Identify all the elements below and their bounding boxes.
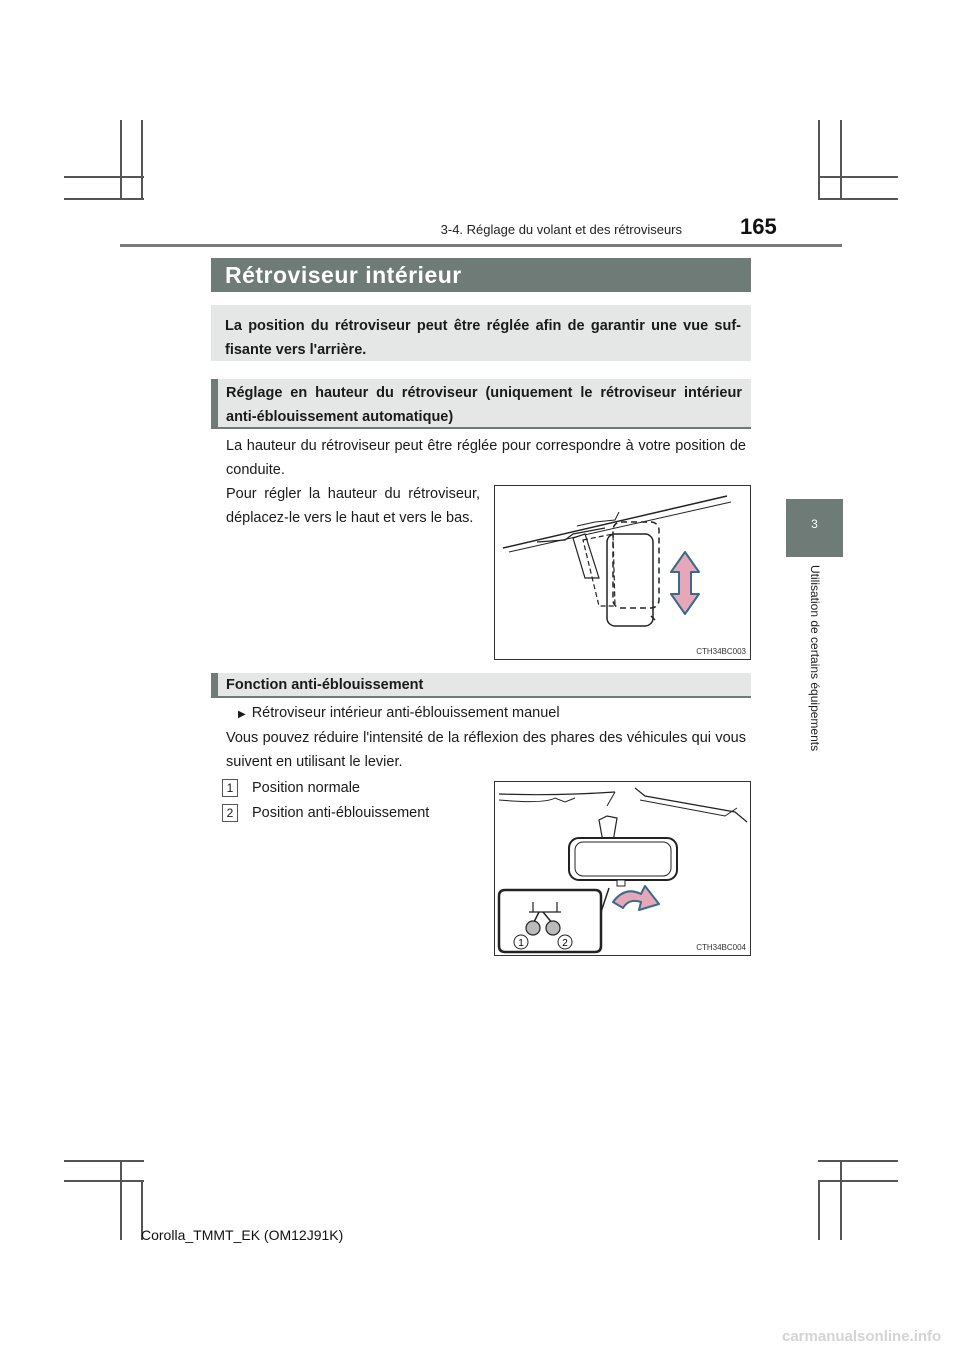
crop-mark — [818, 198, 898, 200]
height-paragraph: La hauteur du rétroviseur peut être réglée pour correspondre à votre position de conduite. — [226, 438, 746, 478]
mirror-antiglare-figure — [494, 781, 751, 956]
chapter-number: 3 — [811, 517, 818, 531]
chapter-tab — [786, 499, 843, 557]
header-divider — [120, 244, 842, 247]
crop-mark — [818, 1180, 898, 1182]
footer-document-code: Corolla_TMMT_EK (OM12J91K) — [141, 1227, 344, 1243]
crop-mark — [818, 1180, 820, 1240]
bullet-arrow-icon: ▶ — [238, 709, 246, 720]
crop-mark — [64, 1180, 144, 1182]
list-item — [222, 801, 482, 825]
figure-code: CTH34BC003 — [696, 647, 746, 656]
chapter-label-text: Utilisation de certains équipements — [808, 565, 822, 752]
crop-mark — [64, 198, 144, 200]
section-heading-antiglare — [211, 673, 751, 698]
figure-label-2: 2 — [562, 938, 568, 949]
intro-text: La position du rétroviseur peut être réglée afin de garantir une vue suf-fisante vers l'arrière. — [225, 318, 741, 358]
up-down-arrow-icon — [671, 552, 699, 614]
page-title: Rétroviseur intérieur — [225, 262, 462, 288]
item-label: Position normale — [252, 780, 360, 796]
section-heading-text: Fonction anti-éblouissement — [226, 677, 424, 693]
antiglare-bullet: ▶ Rétroviseur intérieur anti-éblouissement manuel — [238, 705, 560, 721]
crop-mark — [141, 120, 143, 200]
mirror-antiglare-illustration — [495, 782, 750, 955]
crop-mark — [818, 1160, 898, 1162]
crop-mark — [818, 120, 820, 200]
crop-mark — [64, 1160, 144, 1162]
crop-mark — [120, 1160, 122, 1240]
section-heading-text: Réglage en hauteur du rétroviseur (uniquement le rétroviseur intérieur anti-éblouissement automatique) — [226, 385, 742, 425]
item-number: 2 — [222, 804, 238, 822]
chapter-label — [805, 565, 825, 770]
antiglare-paragraph: Vous pouvez réduire l'intensité de la réflexion des phares des véhicules qui vous suivent en utilisant le levier. — [226, 730, 746, 770]
crop-mark — [64, 176, 144, 178]
section-heading-height — [211, 379, 751, 429]
crop-mark — [840, 120, 842, 200]
watermark: carmanualsonline.info — [782, 1328, 942, 1345]
mirror-height-figure — [494, 485, 751, 660]
figure-code: CTH34BC004 — [696, 943, 746, 952]
crop-mark — [818, 176, 898, 178]
figure-label-1: 1 — [518, 938, 524, 949]
list-item — [222, 776, 482, 800]
height-instruction: Pour régler la hauteur du rétroviseur, déplacez-le vers le haut et vers le bas. — [226, 486, 480, 526]
header-section-title: 3-4. Réglage du volant et des rétroviseurs — [440, 222, 682, 237]
crop-mark — [840, 1160, 842, 1240]
lever-arrow-icon — [613, 886, 659, 910]
item-label: Position anti-éblouissement — [252, 805, 430, 821]
page-title-bar — [211, 258, 751, 292]
page-number: 165 — [740, 214, 777, 239]
crop-mark — [120, 120, 122, 200]
intro-box — [211, 305, 751, 361]
item-number: 1 — [222, 779, 238, 797]
mirror-height-illustration — [495, 486, 750, 659]
